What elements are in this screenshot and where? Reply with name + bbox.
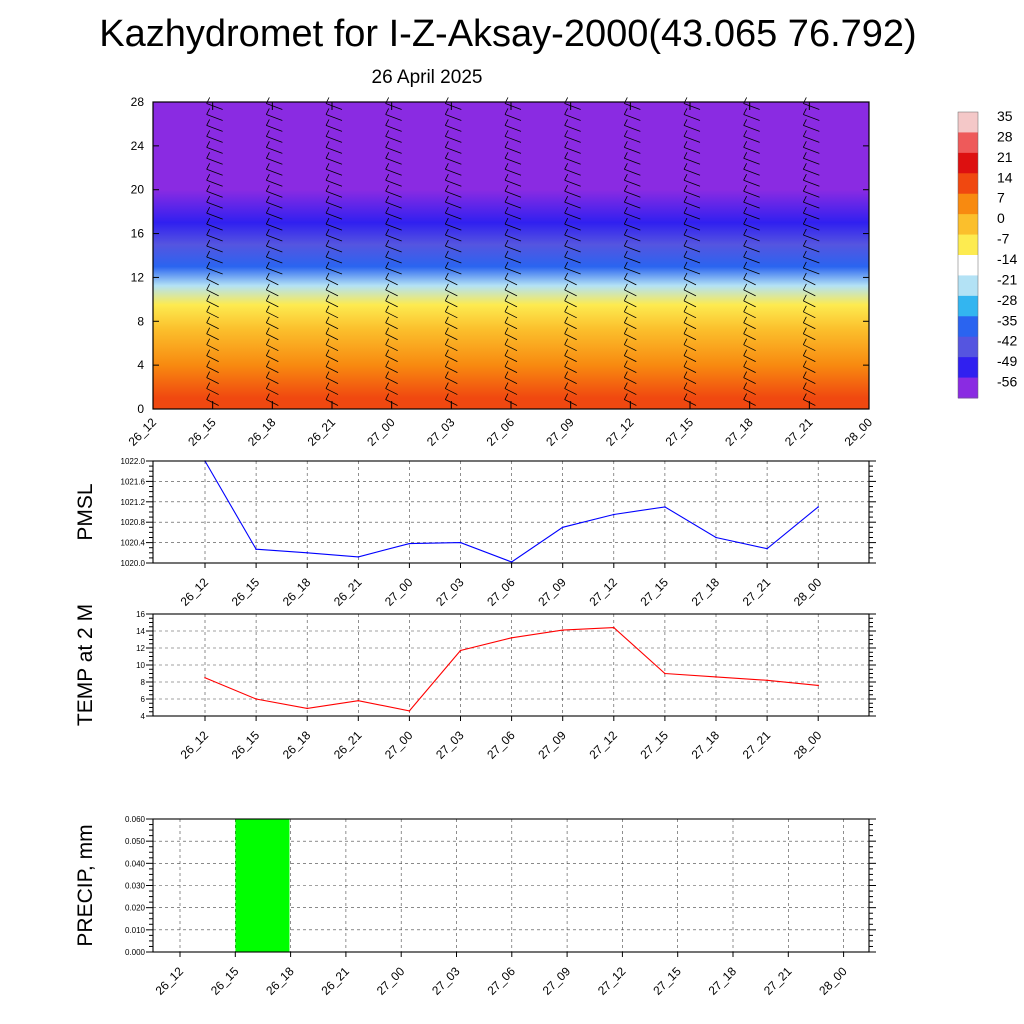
y-tick-label: 12: [130, 270, 144, 285]
x-tick-label: 26_21: [330, 728, 365, 762]
x-tick-label: 27_21: [781, 415, 816, 449]
x-tick-label: 27_00: [373, 964, 408, 998]
y-axis-title: PRECIP, mm: [74, 824, 97, 947]
x-tick-label: 27_15: [650, 964, 684, 998]
data-point: [766, 680, 768, 682]
y-tick-label: 0: [137, 402, 144, 416]
data-point: [460, 542, 462, 544]
x-tick-label: 27_15: [637, 728, 672, 762]
colorbar-label: -28: [997, 291, 1018, 308]
data-point: [204, 677, 206, 679]
y-tick-label: 16: [136, 610, 145, 619]
y-tick-label: 0.000: [124, 948, 145, 957]
x-tick-label: 27_18: [688, 575, 723, 609]
x-tick-label: 27_18: [705, 964, 740, 998]
x-tick-label: 26_18: [279, 728, 314, 762]
data-point: [613, 627, 615, 629]
colorbar-swatch: [958, 173, 978, 194]
data-point: [358, 700, 360, 702]
colorbar-swatch: [958, 296, 978, 317]
colorbar: [958, 108, 1017, 399]
x-tick-label: 27_12: [595, 964, 629, 998]
temperature-cross-section: [126, 95, 876, 449]
grid: [153, 614, 869, 716]
x-tick-label: 27_21: [760, 964, 795, 998]
x-tick-label: 26_15: [207, 964, 242, 998]
colorbar-swatch: [958, 316, 978, 337]
y-tick-label: 0.060: [124, 815, 145, 824]
page-title: Kazhydromet for I-Z-Aksay-2000(43.065 76.792): [99, 13, 917, 55]
x-tick-label: 28_00: [790, 728, 825, 762]
data-point: [562, 629, 564, 631]
x-tick-label: 26_21: [330, 575, 365, 609]
x-tick-label: 26_12: [177, 728, 212, 762]
y-tick-label: 12: [136, 644, 145, 653]
x-tick-label: 27_03: [423, 415, 458, 449]
data-point: [817, 685, 819, 687]
colorbar-swatch: [958, 357, 978, 378]
colorbar-label: -49: [997, 353, 1018, 370]
pmsl-chart: [74, 457, 876, 609]
colorbar-label: -14: [997, 251, 1018, 267]
x-tick-label: 27_09: [543, 415, 577, 449]
x-tick-label: 27_00: [364, 415, 398, 449]
x-tick-label: 27_09: [535, 728, 569, 762]
y-tick-label: 1020.0: [120, 559, 145, 568]
precip-bar: [235, 819, 289, 952]
x-tick-label: 26_21: [318, 964, 353, 998]
y-tick-label: 20: [130, 182, 144, 197]
x-tick-label: 26_15: [228, 575, 263, 609]
data-point: [562, 527, 564, 529]
colorbar-swatch: [958, 235, 978, 256]
colorbar-swatch: [958, 214, 978, 235]
colorbar-swatch: [958, 112, 978, 133]
x-tick-label: 27_06: [484, 728, 518, 762]
colorbar-label: -7: [997, 230, 1010, 247]
data-point: [409, 710, 411, 712]
data-point: [664, 506, 666, 508]
colorbar-label: 7: [997, 189, 1005, 206]
x-tick-label: 26_12: [152, 964, 187, 998]
x-tick-label: 26_12: [177, 575, 212, 609]
x-tick-label: 27_21: [739, 575, 774, 609]
data-point: [664, 673, 666, 675]
colorbar-swatch: [958, 132, 978, 153]
x-tick-label: 27_06: [483, 415, 518, 449]
colorbar-label: 14: [997, 169, 1013, 186]
y-tick-label: 6: [140, 695, 145, 704]
data-point: [817, 506, 819, 508]
y-tick-label: 28: [130, 95, 144, 109]
colorbar-swatch: [958, 337, 978, 358]
y-axis-title: PMSL: [74, 483, 97, 541]
y-tick-label: 1021.6: [120, 477, 145, 487]
x-tick-label: 27_15: [662, 415, 697, 449]
data-point: [460, 650, 462, 652]
x-tick-label: 27_06: [484, 575, 518, 609]
x-tick-label: 27_15: [637, 575, 672, 609]
y-tick-label: 10: [136, 661, 145, 670]
y-tick-label: 0.050: [124, 837, 145, 847]
y-tick-label: 1022.0: [120, 457, 145, 466]
y-tick-label: 4: [140, 712, 145, 721]
data-point: [358, 556, 360, 558]
x-tick-label: 28_00: [816, 964, 850, 998]
colorbar-label: -21: [997, 271, 1018, 288]
y-tick-label: 0.030: [124, 881, 145, 891]
colorbar-label: -35: [997, 312, 1018, 329]
x-tick-label: 28_00: [790, 575, 825, 609]
colorbar-swatch: [958, 378, 978, 399]
colorbar-swatch: [958, 194, 978, 215]
data-point: [306, 708, 308, 710]
data-point: [409, 543, 411, 545]
page-subtitle: 26 April 2025: [371, 67, 483, 88]
colorbar-swatch: [958, 255, 978, 276]
x-tick-label: 26_21: [304, 415, 339, 449]
x-tick-label: 27_09: [535, 575, 569, 609]
x-tick-label: 27_03: [433, 575, 467, 609]
x-tick-label: 27_09: [539, 964, 574, 998]
data-point: [613, 514, 615, 516]
y-tick-label: 1021.2: [120, 497, 145, 507]
y-tick-label: 16: [130, 226, 144, 241]
x-tick-label: 27_00: [382, 728, 416, 762]
y-tick-label: 8: [140, 678, 145, 687]
x-tick-label: 27_00: [382, 575, 416, 609]
data-point: [511, 637, 513, 639]
temperature-field: [153, 102, 869, 409]
x-tick-label: 26_18: [244, 415, 279, 449]
x-tick-label: 27_03: [429, 964, 463, 998]
x-tick-label: 26_12: [125, 415, 160, 449]
colorbar-label: -42: [997, 332, 1018, 349]
x-tick-label: 26_15: [185, 415, 219, 449]
y-tick-label: 4: [137, 358, 144, 373]
colorbar-label: -56: [997, 373, 1018, 390]
x-tick-label: 26_18: [279, 575, 314, 609]
y-axis-title: TEMP at 2 M: [74, 603, 97, 727]
x-tick-label: 27_12: [586, 728, 620, 762]
x-tick-label: 27_03: [433, 728, 467, 762]
data-point: [255, 548, 257, 550]
y-tick-label: 1020.4: [120, 538, 145, 548]
x-tick-label: 27_18: [688, 728, 723, 762]
colorbar-label: 28: [997, 128, 1013, 145]
colorbar-label: 0: [997, 210, 1005, 227]
x-tick-label: 26_18: [263, 964, 297, 998]
colorbar-swatch: [958, 275, 978, 296]
x-tick-label: 27_06: [484, 964, 518, 998]
colorbar-label: 35: [997, 108, 1013, 124]
y-tick-label: 0.020: [124, 903, 145, 913]
data-point: [306, 552, 308, 554]
precip-chart: [74, 815, 876, 998]
colorbar-label: 21: [997, 148, 1013, 165]
x-tick-label: 27_12: [586, 575, 620, 609]
y-tick-label: 14: [136, 627, 145, 636]
y-tick-label: 1020.8: [120, 518, 145, 528]
y-tick-label: 0.010: [124, 925, 145, 935]
y-tick-label: 0.040: [124, 859, 145, 869]
x-tick-label: 27_21: [739, 728, 774, 762]
colorbar-swatch: [958, 153, 978, 174]
y-tick-label: 8: [137, 314, 144, 329]
data-point: [715, 676, 717, 678]
x-tick-label: 26_15: [228, 728, 263, 762]
data-point: [255, 698, 257, 700]
x-tick-label: 28_00: [841, 415, 876, 449]
x-tick-label: 27_12: [602, 415, 637, 449]
temp-2m-chart: [74, 604, 876, 762]
data-point: [766, 548, 768, 550]
data-point: [715, 537, 717, 539]
x-tick-label: 27_18: [722, 415, 756, 449]
y-tick-label: 24: [130, 138, 144, 153]
